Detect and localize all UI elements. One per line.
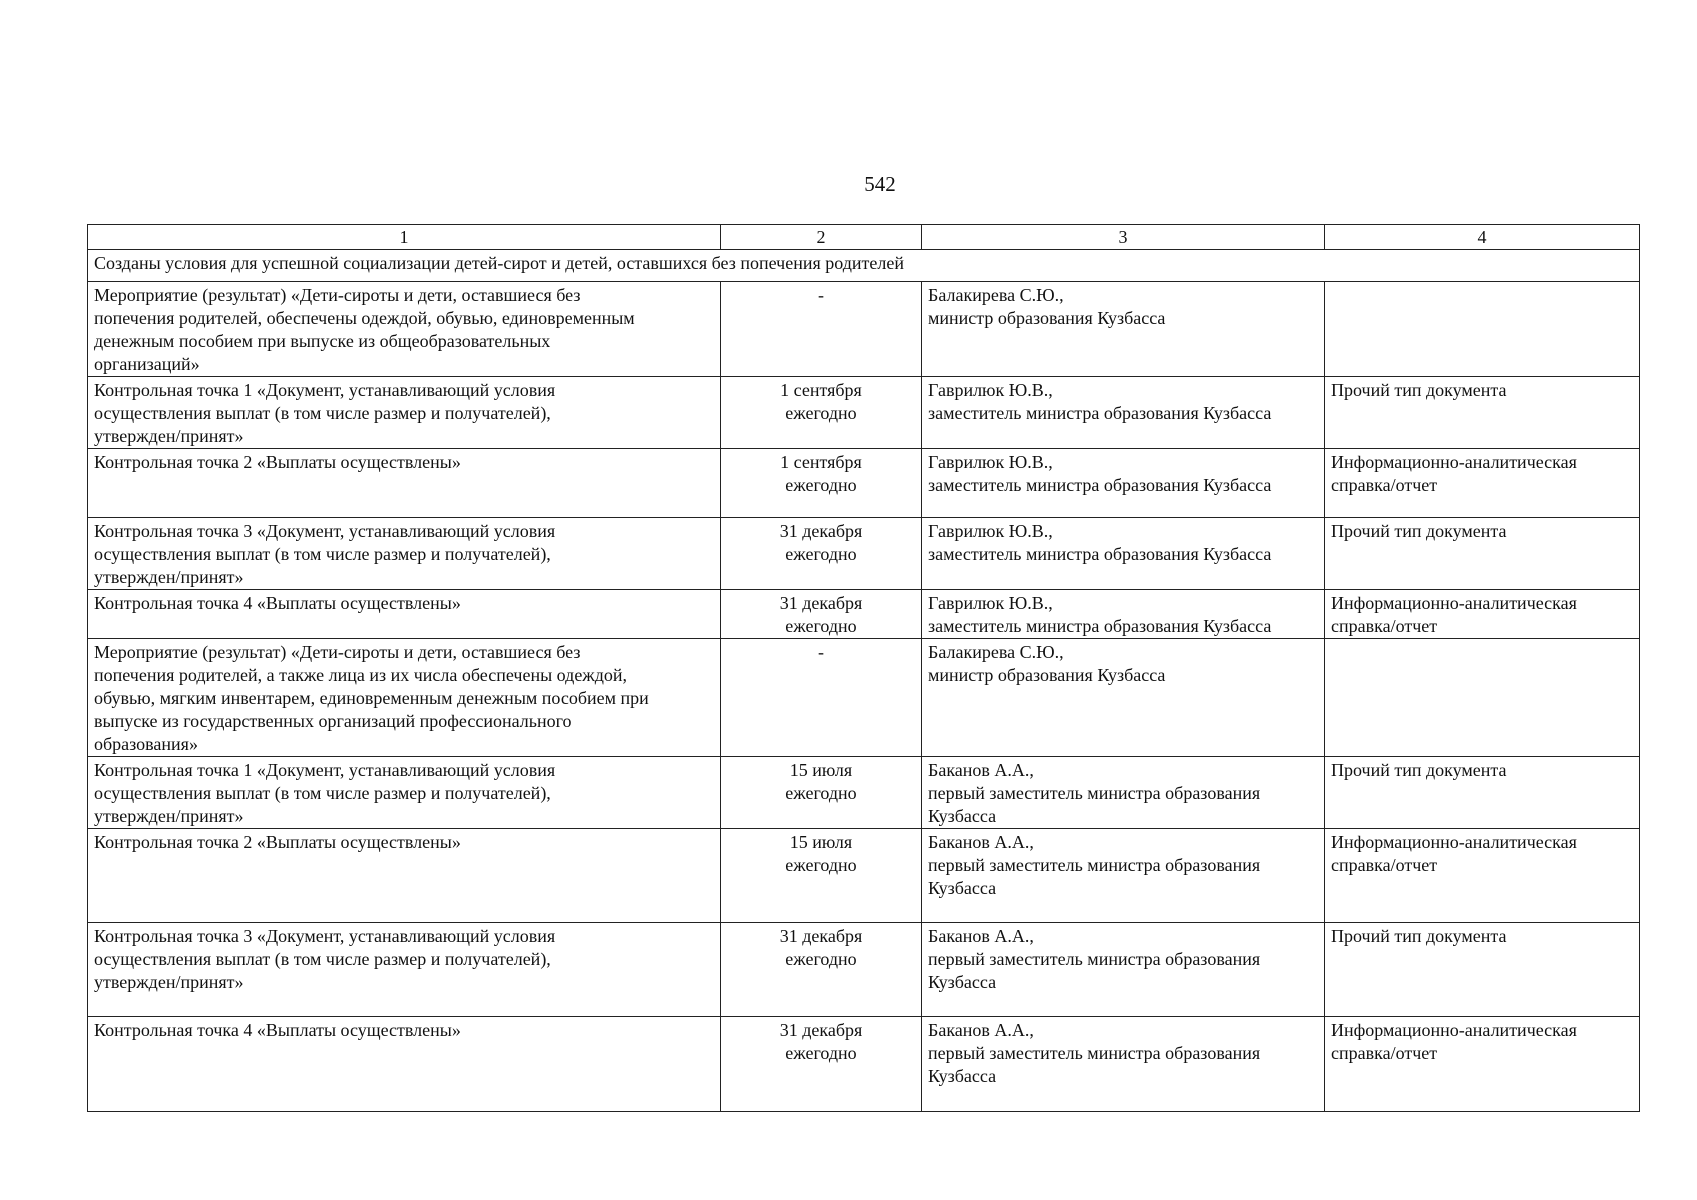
cell-document-type: Прочий тип документа <box>1325 757 1640 829</box>
cell-document-type: Информационно-аналитическая справка/отчет <box>1325 590 1640 639</box>
cell-deadline: 31 декабря ежегодно <box>721 590 922 639</box>
cell-event-name: Контрольная точка 1 «Документ, устанавливающий условия осуществления выплат (в том числе размер и получателей), утвержден/принят» <box>88 757 721 829</box>
cell-event-name: Контрольная точка 2 «Выплаты осуществлены» <box>88 829 721 923</box>
cell-responsible: Балакирева С.Ю., министр образования Кузбасса <box>922 282 1325 377</box>
cell-responsible: Гаврилюк Ю.В., заместитель министра образования Кузбасса <box>922 590 1325 639</box>
cell-document-type: Прочий тип документа <box>1325 377 1640 449</box>
cell-event-name: Мероприятие (результат) «Дети-сироты и дети, оставшиеся без попечения родителей, обеспечены одеждой, обувью, единовременным денежным пособием при выпуске из общеобразовательных организаций» <box>88 282 721 377</box>
section-row <box>88 250 1640 282</box>
cell-responsible: Гаврилюк Ю.В., заместитель министра образования Кузбасса <box>922 518 1325 590</box>
table-row <box>88 377 1640 449</box>
cell-document-type: Прочий тип документа <box>1325 923 1640 1017</box>
column-header-1: 1 <box>88 225 721 250</box>
cell-responsible: Гаврилюк Ю.В., заместитель министра образования Кузбасса <box>922 449 1325 518</box>
cell-event-name: Контрольная точка 2 «Выплаты осуществлены» <box>88 449 721 518</box>
table-row <box>88 282 1640 377</box>
cell-deadline: - <box>721 282 922 377</box>
cell-event-name: Контрольная точка 3 «Документ, устанавливающий условия осуществления выплат (в том числе размер и получателей), утвержден/принят» <box>88 518 721 590</box>
cell-responsible: Баканов А.А., первый заместитель министра образования Кузбасса <box>922 757 1325 829</box>
table-row <box>88 829 1640 923</box>
cell-deadline: 31 декабря ежегодно <box>721 1017 922 1112</box>
cell-event-name: Контрольная точка 3 «Документ, устанавливающий условия осуществления выплат (в том числе размер и получателей), утвержден/принят» <box>88 923 721 1017</box>
cell-document-type <box>1325 639 1640 757</box>
table-row <box>88 449 1640 518</box>
cell-responsible: Баканов А.А., первый заместитель министра образования Кузбасса <box>922 1017 1325 1112</box>
section-title: Созданы условия для успешной социализации детей-сирот и детей, оставшихся без попечения родителей <box>88 250 1640 282</box>
cell-deadline: 31 декабря ежегодно <box>721 518 922 590</box>
cell-document-type: Информационно-аналитическая справка/отчет <box>1325 829 1640 923</box>
cell-event-name: Контрольная точка 4 «Выплаты осуществлены» <box>88 1017 721 1112</box>
table-row <box>88 923 1640 1017</box>
column-header-4: 4 <box>1325 225 1640 250</box>
column-header-2: 2 <box>721 225 922 250</box>
cell-responsible: Баканов А.А., первый заместитель министра образования Кузбасса <box>922 829 1325 923</box>
cell-responsible: Баканов А.А., первый заместитель министра образования Кузбасса <box>922 923 1325 1017</box>
table-row <box>88 1017 1640 1112</box>
cell-event-name: Мероприятие (результат) «Дети-сироты и дети, оставшиеся без попечения родителей, а также лица из их числа обеспечены одеждой, обувью, мягким инвентарем, единовременным денежным пособием при выпуске из государственных организаций профессионального образования» <box>88 639 721 757</box>
table-row <box>88 639 1640 757</box>
plan-table <box>87 224 1640 1112</box>
column-header-3: 3 <box>922 225 1325 250</box>
cell-event-name: Контрольная точка 1 «Документ, устанавливающий условия осуществления выплат (в том числе размер и получателей), утвержден/принят» <box>88 377 721 449</box>
cell-deadline: 31 декабря ежегодно <box>721 923 922 1017</box>
cell-deadline: 15 июля ежегодно <box>721 829 922 923</box>
table-row <box>88 757 1640 829</box>
cell-document-type: Прочий тип документа <box>1325 518 1640 590</box>
header-row <box>88 225 1640 250</box>
cell-deadline: 1 сентября ежегодно <box>721 377 922 449</box>
cell-deadline: 1 сентября ежегодно <box>721 449 922 518</box>
cell-document-type: Информационно-аналитическая справка/отчет <box>1325 1017 1640 1112</box>
cell-responsible: Гаврилюк Ю.В., заместитель министра образования Кузбасса <box>922 377 1325 449</box>
table-row <box>88 518 1640 590</box>
cell-deadline: 15 июля ежегодно <box>721 757 922 829</box>
page-number: 542 <box>864 172 896 196</box>
table-row <box>88 590 1640 639</box>
cell-responsible: Балакирева С.Ю., министр образования Кузбасса <box>922 639 1325 757</box>
cell-deadline: - <box>721 639 922 757</box>
cell-document-type: Информационно-аналитическая справка/отчет <box>1325 449 1640 518</box>
cell-event-name: Контрольная точка 4 «Выплаты осуществлены» <box>88 590 721 639</box>
cell-document-type <box>1325 282 1640 377</box>
